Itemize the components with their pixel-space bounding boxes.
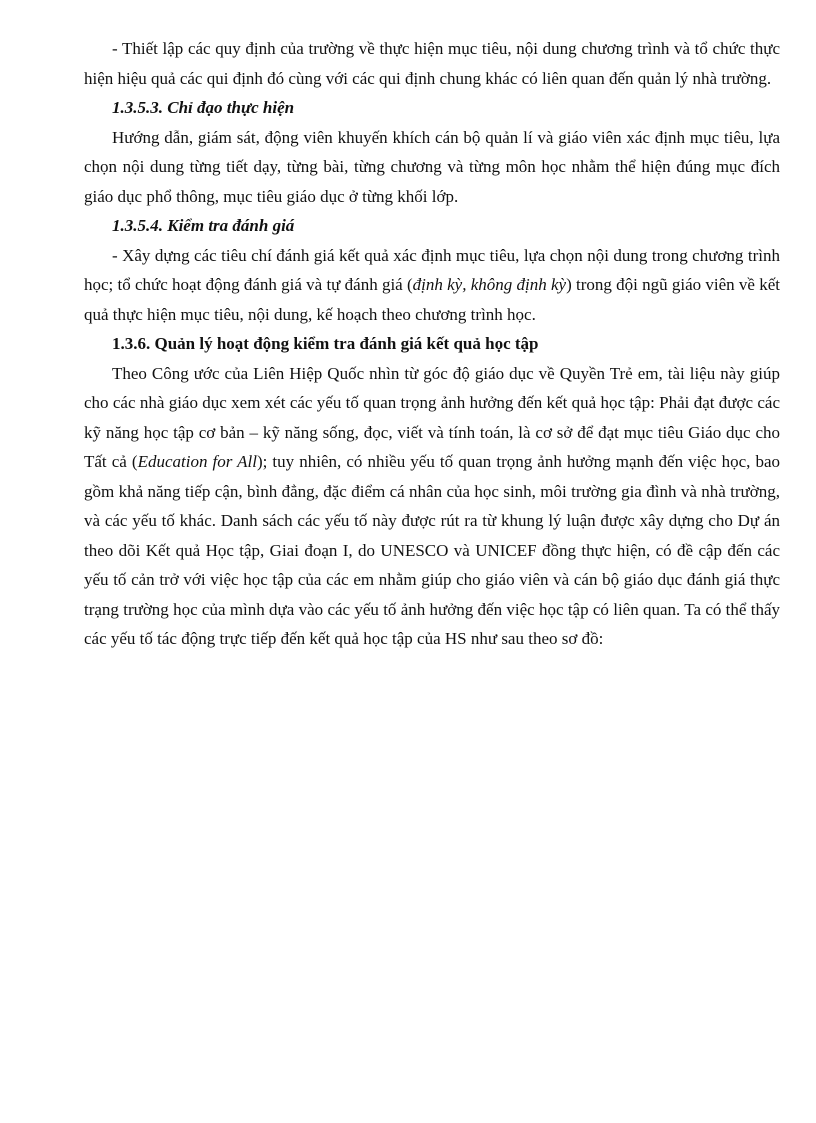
heading-1-3-5-3: 1.3.5.3. Chỉ đạo thực hiện — [112, 98, 295, 117]
evaluation-text-end: ) trong đội ngũ giáo viên về kết quả thực hiện mục tiêu, nội dung, kế hoạch theo chương trình học. — [84, 275, 780, 324]
evaluation-text-start: - Xây dựng các tiêu chí đánh giá kết quả xác định mục tiêu, lựa chọn nội dung trong chương trình học; tổ chức hoạt động đánh giá và tự đánh giá ( — [84, 245, 780, 294]
assessment-paragraph — [84, 359, 780, 654]
heading-1-3-5-4: 1.3.5.4. Kiểm tra đánh giá — [112, 216, 295, 235]
assessment-italic-phrase: Education for All — [137, 452, 257, 471]
intro-paragraph: - Thiết lập các quy định của trường về thực hiện mục tiêu, nội dung chương trình và tổ chức thực hiện hiệu quả các qui định đó cùng với các qui định chung khác có liên quan đến quản lý nhà trường. — [84, 39, 780, 88]
evaluation-paragraph — [84, 241, 780, 330]
assessment-text-start: Theo Công ước của Liên Hiệp Quốc nhìn từ góc độ giáo dục về Quyền Trẻ em, tài liệu này giúp cho các nhà giáo dục xem xét các yếu tố quan trọng ảnh hưởng đến kết quả học tập: Phải đạt được các kỹ năng học tập cơ bản – kỹ năng sống, đọc, viết và tính toán, là cơ sở để đạt mục tiêu Giáo dục cho Tất cả ( — [84, 363, 780, 471]
evaluation-italic-phrase: định kỳ, không định kỳ — [412, 275, 567, 294]
heading-1-3-6: 1.3.6. Quản lý hoạt động kiểm tra đánh giá kết quả học tập — [112, 334, 539, 353]
direction-paragraph: Hướng dẫn, giám sát, động viên khuyến khích cán bộ quản lí và giáo viên xác định mục tiêu, lựa chọn nội dung từng tiết dạy, từng bài, từng chương và từng môn học nhằm thể hiện đúng mục đích giáo dục phổ thông, mục tiêu giáo dục ở từng khối lớp. — [84, 127, 780, 206]
document-page — [84, 34, 780, 654]
assessment-text-end: ); tuy nhiên, có nhiều yếu tố quan trọng ảnh hưởng mạnh đến việc học, bao gồm khả năng tiếp cận, bình đẳng, đặc điểm cá nhân của học sinh, môi trường gia đình và nhà trường, và các yếu tố khác. Danh sách các yếu tố này được rút ra từ khung lý luận được xây dựng cho Dự án theo dõi Kết quả Học tập, Giai đoạn I, do UNESCO và UNICEF đồng thực hiện, có đề cập đến các yếu tố cản trở với việc học tập của các em nhằm giúp cho giáo viên và cán bộ giáo dục đánh giá thực trạng trường học của mình dựa vào các yếu tố ảnh hưởng đến việc học tập có liên quan. Ta có thể thấy các yếu tố tác động trực tiếp đến kết quả học tập của HS như sau theo sơ đồ: — [84, 452, 780, 648]
